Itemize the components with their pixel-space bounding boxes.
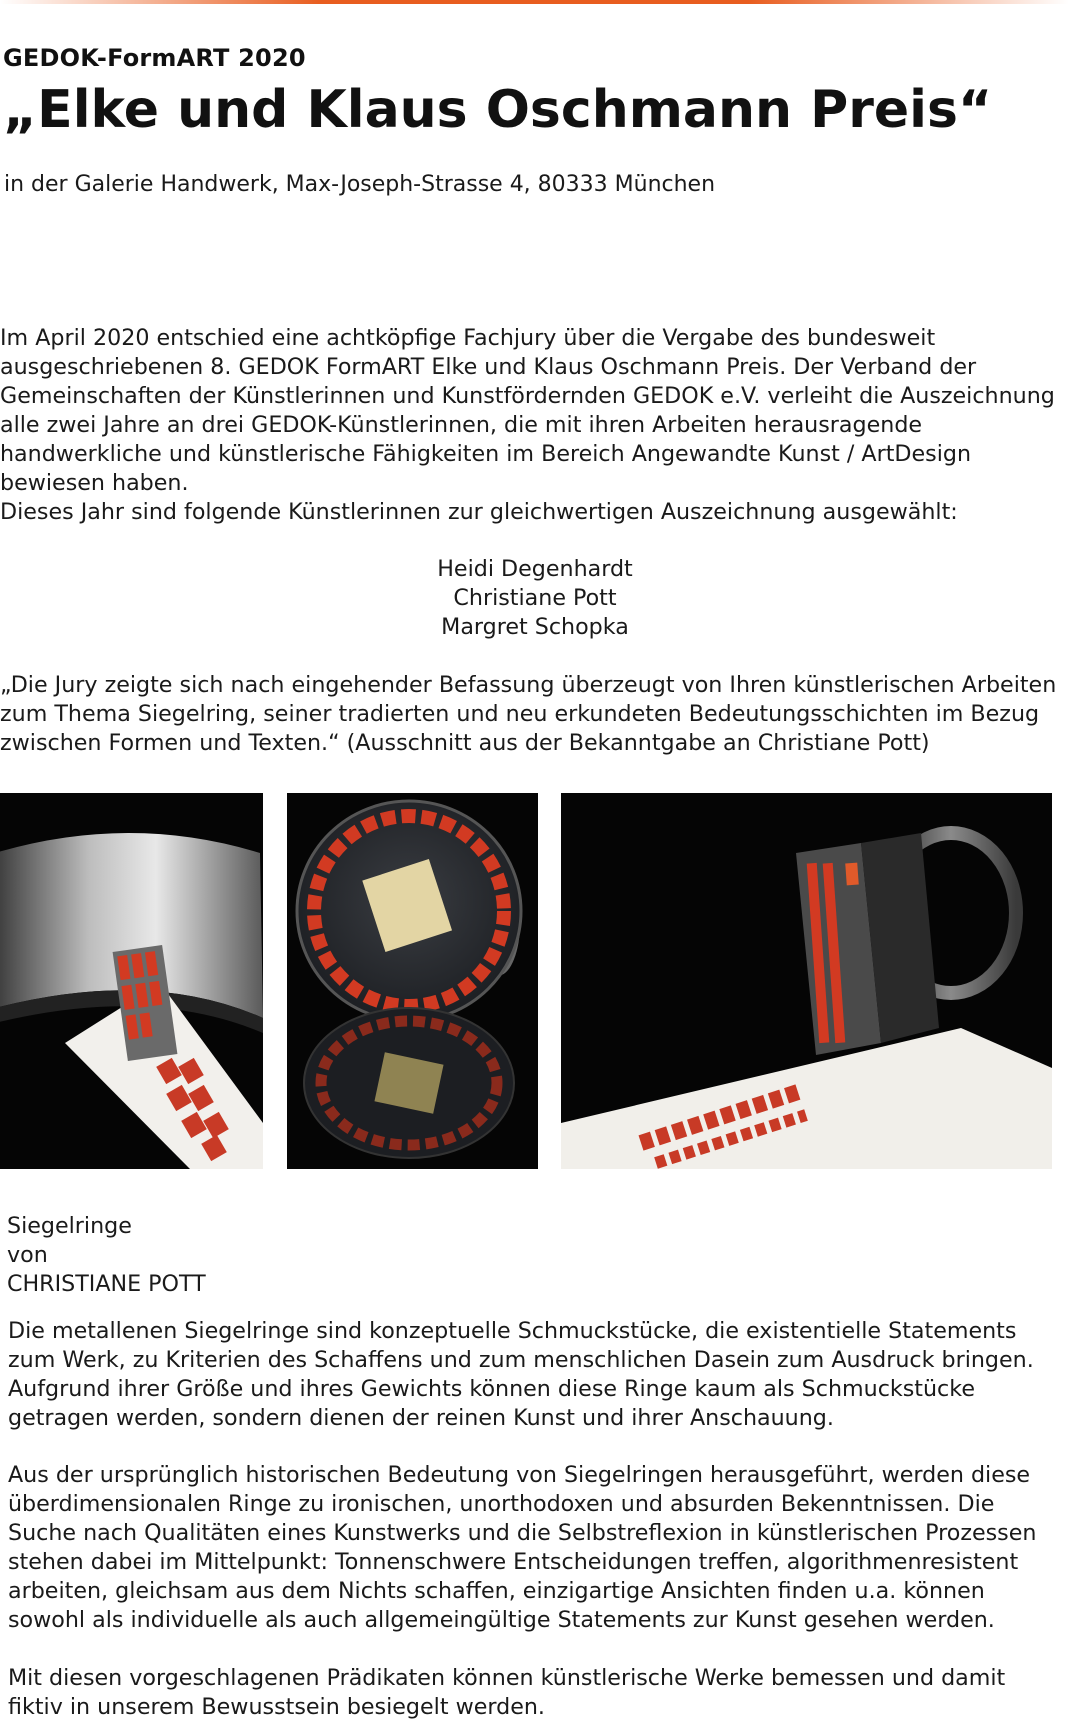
caption-line: Siegelringe: [7, 1213, 132, 1239]
selection-paragraph: Dieses Jahr sind folgende Künstlerinnen zur gleichwertigen Auszeichnung ausgewählt:: [0, 499, 958, 525]
intro-paragraph: Im April 2020 entschied eine achtköpfige Fachjury über die Vergabe des bundesweit ausgeschriebenen 8. GEDOK FormART Elke und Klaus Oschmann Preis. Der Verband der Gemeinschaften der Künstlerinnen und Kunstfördernden GEDOK e.V. verleiht die Auszeichnung alle zwei Jahre an drei GEDOK-Künstlerinnen, die mit ihren Arbeiten herausragende handwerkliche und künstlerische Fähigkeiten im Bereich Angewandte Kunst / ArtDesign bewiesen haben.: [0, 325, 1055, 496]
photo-caption: [7, 1212, 206, 1299]
caption-artist: CHRISTIANE POTT: [7, 1271, 206, 1297]
exhibition-location: in der Galerie Handwerk, Max-Joseph-Strasse 4, 80333 München: [4, 172, 716, 197]
caption-line: von: [7, 1242, 48, 1268]
body-paragraph: Mit diesen vorgeschlagenen Prädikaten können künstlerische Werke bemessen und damit fiktiv in unserem Bewusstsein besiegelt werden.: [8, 1665, 1006, 1720]
ring-unendliche-illustration: [287, 793, 538, 1169]
photo-ring-knorzaet: [0, 793, 263, 1169]
top-accent-bar: [0, 0, 1069, 4]
page-overline: GEDOK-FormART 2020: [3, 44, 306, 72]
page-title: „Elke und Klaus Oschmann Preis“: [3, 80, 993, 140]
ring-knorzaet-illustration: [0, 793, 263, 1169]
winner-name: Christiane Pott: [453, 585, 617, 611]
jury-quote: „Die Jury zeigte sich nach eingehender Befassung überzeugt von Ihren künstlerischen Arbeiten zum Thema Siegelring, seiner tradierten und neu erkundeten Bedeutungsschichten im Bezug zwischen Formen und Texten.“ (Ausschnitt aus der Bekanntgabe an Christiane Pott): [0, 672, 1057, 756]
ring-algorithmen-illustration: [561, 793, 1052, 1169]
body-paragraph: Aus der ursprünglich historischen Bedeutung von Siegelringen herausgeführt, werden diese überdimensionalen Ringe zu ironischen, unorthodoxen und absurden Bekenntnissen. Die Suche nach Qualitäten eines Kunstwerks und die Selbstreflexion in künstlerischen Prozessen stehen dabei im Mittelpunkt: Tonnenschwere Entscheidungen treffen, algorithmenresistent arbeiten, gleichsam aus dem Nichts schaffen, einzigartige Ansichten finden u.a. können sowohl als individuelle als auch allgemeingültige Statements zur Kunst gesehen werden.: [8, 1462, 1037, 1633]
photo-ring-algorithmen: [561, 793, 1052, 1169]
winners-list: [335, 555, 735, 642]
winner-name: Margret Schopka: [441, 614, 629, 640]
body-paragraph: Die metallenen Siegelringe sind konzeptuelle Schmuckstücke, die existentielle Statements zum Werk, zu Kriterien des Schaffens und zum menschlichen Dasein zum Ausdruck bringen. Aufgrund ihrer Größe und ihres Gewichts können diese Ringe kaum als Schmuckstücke getragen werden, sondern dienen der reinen Kunst und ihrer Anschauung.: [8, 1318, 1034, 1431]
photo-ring-unendliche: [287, 793, 538, 1169]
winner-name: Heidi Degenhardt: [437, 556, 633, 582]
